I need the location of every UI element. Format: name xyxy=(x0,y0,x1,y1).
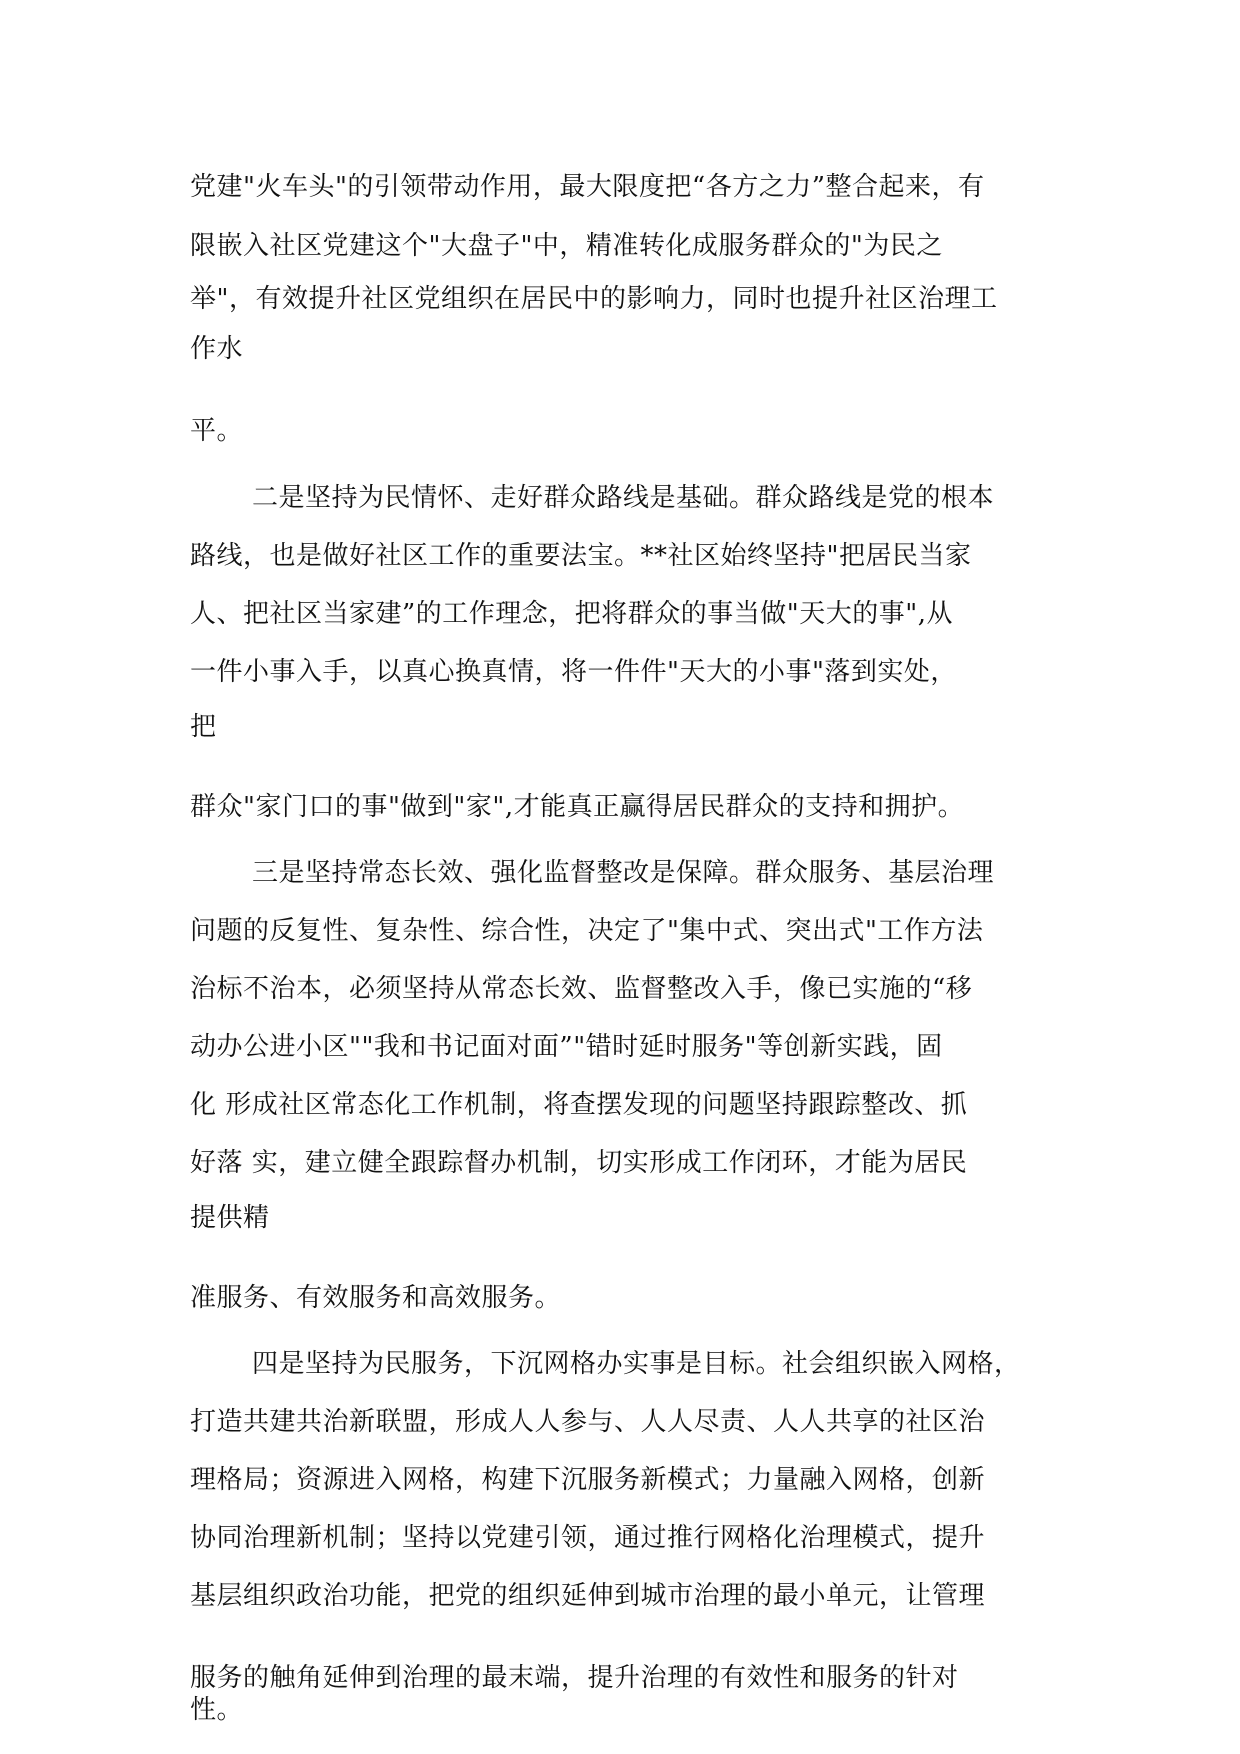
text-line: 举"，有效提升社区党组织在居民中的影响力，同时也提升社区治理工 xyxy=(190,284,998,314)
paragraph-start-line: 二是坚持为民情怀、走好群众路线是基础。群众路线是党的根本 xyxy=(252,483,995,513)
text-line: 治标不治本，必须坚持从常态长效、监督整改入手，像已实施的“移 xyxy=(190,974,973,1004)
text-line: 人、把社区当家建”的工作理念，把将群众的事当做"天大的事",从 xyxy=(190,599,953,629)
text-line: 平。 xyxy=(190,416,244,446)
paragraph-start-line: 三是坚持常态长效、强化监督整改是保障。群众服务、基层治理 xyxy=(252,858,995,888)
text-line: 一件小事入手，以真心换真情，将一件件"天大的小事"落到实处， xyxy=(190,657,957,687)
paragraph-start-line: 四是坚持为民服务，下沉网格办实事是目标。社会组织嵌入网格， xyxy=(252,1349,1021,1379)
text-line: 基层组织政治功能，把党的组织延伸到城市治理的最小单元，让管理 xyxy=(190,1581,986,1611)
text-line: 好落 实，建立健全跟踪督办机制，切实形成工作闭环，才能为居民 xyxy=(190,1148,968,1178)
text-line: 协同治理新机制；坚持以党建引领，通过推行网格化治理模式，提升 xyxy=(190,1523,986,1553)
text-line: 把 xyxy=(190,712,217,742)
text-line: 服务的触角延伸到治理的最末端，提升治理的有效性和服务的针对 xyxy=(190,1663,959,1693)
text-line: 理格局；资源进入网格，构建下沉服务新模式；力量融入网格，创新 xyxy=(190,1465,986,1495)
text-line: 动办公进小区""我和书记面对面”"错时延时服务"等创新实践，固 xyxy=(190,1032,943,1062)
text-line: 打造共建共治新联盟，形成人人参与、人人尽责、人人共享的社区治 xyxy=(190,1407,986,1437)
text-line: 党建"火车头"的引领带动作用，最大限度把“各方之力”整合起来，有 xyxy=(190,172,985,202)
text-line: 路线，也是做好社区工作的重要法宝。**社区始终坚持"把居民当家 xyxy=(190,541,972,571)
text-line: 问题的反复性、复杂性、综合性，决定了"集中式、突出式"工作方法 xyxy=(190,916,984,946)
text-line: 限嵌入社区党建这个"大盘子"中，精准转化成服务群众的"为民之 xyxy=(190,231,943,261)
text-line: 性。 xyxy=(190,1695,244,1725)
text-line: 化 形成社区常态化工作机制，将查摆发现的问题坚持跟踪整改、抓 xyxy=(190,1090,968,1120)
text-line: 准服务、有效服务和高效服务。 xyxy=(190,1283,562,1313)
text-line: 作水 xyxy=(190,334,244,364)
text-line: 群众"家门口的事"做到"家",才能真正赢得居民群众的支持和拥护。 xyxy=(190,792,965,822)
text-line: 提供精 xyxy=(190,1203,270,1233)
